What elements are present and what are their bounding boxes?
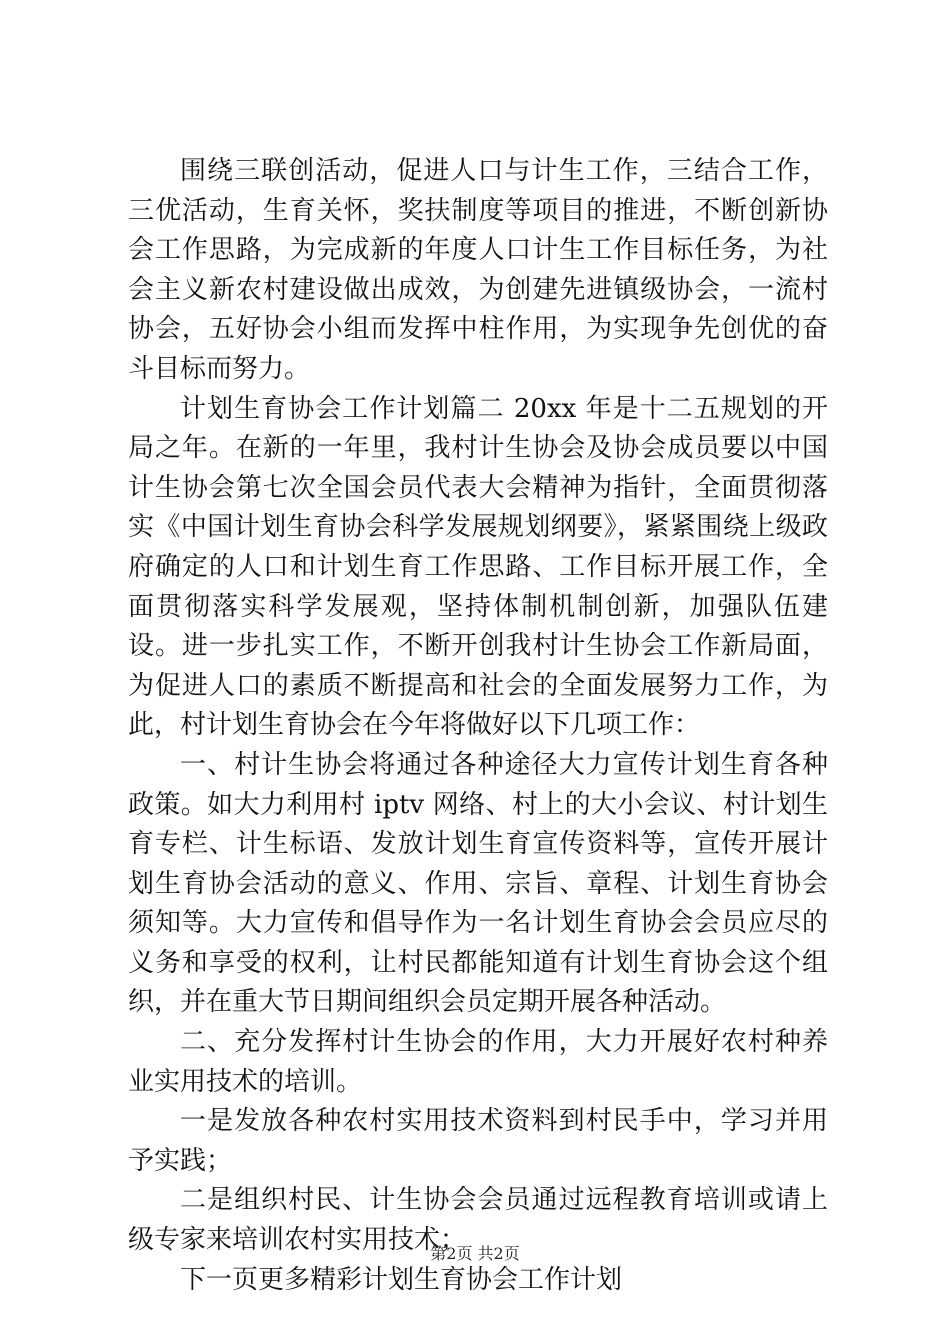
paragraph-plan-intro: 计划生育协会工作计划篇二 20xx 年是十二五规划的开局之年。在新的一年里，我村计生协会及协会成员要以中国计生协会第七次全国会员代表大会精神为指针，全面贯彻落实《中国计划生育协会科学发展规划纲要》，紧紧围绕上级政府确定的人口和计划生育工作思路、工作目标开展工作，全面贯彻落实科学发展观，坚持体制机制创新，加强队伍建设。进一步扎实工作，不断开创我村计生协会工作新局面，为促进人口的素质不断提高和社会的全面发展努力工作，为此，村计划生育协会在今年将做好以下几项工作：	[128, 393, 828, 741]
next-page-link-text: 下一页更多精彩计划生育协会工作计划	[180, 1264, 623, 1295]
paragraph-activities: 围绕三联创活动，促进人口与计生工作，三结合工作，三优活动，生育关怀，奖扶制度等项目的推进，不断创新协会工作思路，为完成新的年度人口计生工作目标任务，为社会主义新农村建设做出成效，为创建先进镇级协会，一流村协会，五好协会小组而发挥中柱作用，为实现争先创优的奋斗目标而努力。	[128, 156, 828, 384]
paragraph-sub-item-two: 二是组织村民、计生协会会员通过远程教育培训或请上级专家来培训农村实用技术；	[128, 1185, 828, 1256]
paragraph-item-two: 二、充分发挥村计生协会的作用，大力开展好农村种养业实用技术的培训。	[128, 1027, 828, 1097]
paragraph-item-one: 一、村计生协会将通过各种途径大力宣传计划生育各种政策。如大力利用村 iptv 网络、村上的大小会议、村计划生育专栏、计生标语、发放计划生育宣传资料等，宣传开展计划生育协会活动的意义、作用、宗旨、章程、计划生育协会须知等。大力宣传和倡导作为一名计划生育协会会员应尽的义务和享受的权利，让村民都能知道有计划生育协会这个组织，并在重大节日期间组织会员定期开展各种活动。	[128, 749, 828, 1018]
page-number-footer: 第2页 共2页	[430, 1244, 520, 1263]
paragraph-sub-item-one: 一是发放各种农村实用技术资料到村民手中，学习并用予实践；	[128, 1106, 828, 1176]
document-body	[128, 152, 828, 1300]
